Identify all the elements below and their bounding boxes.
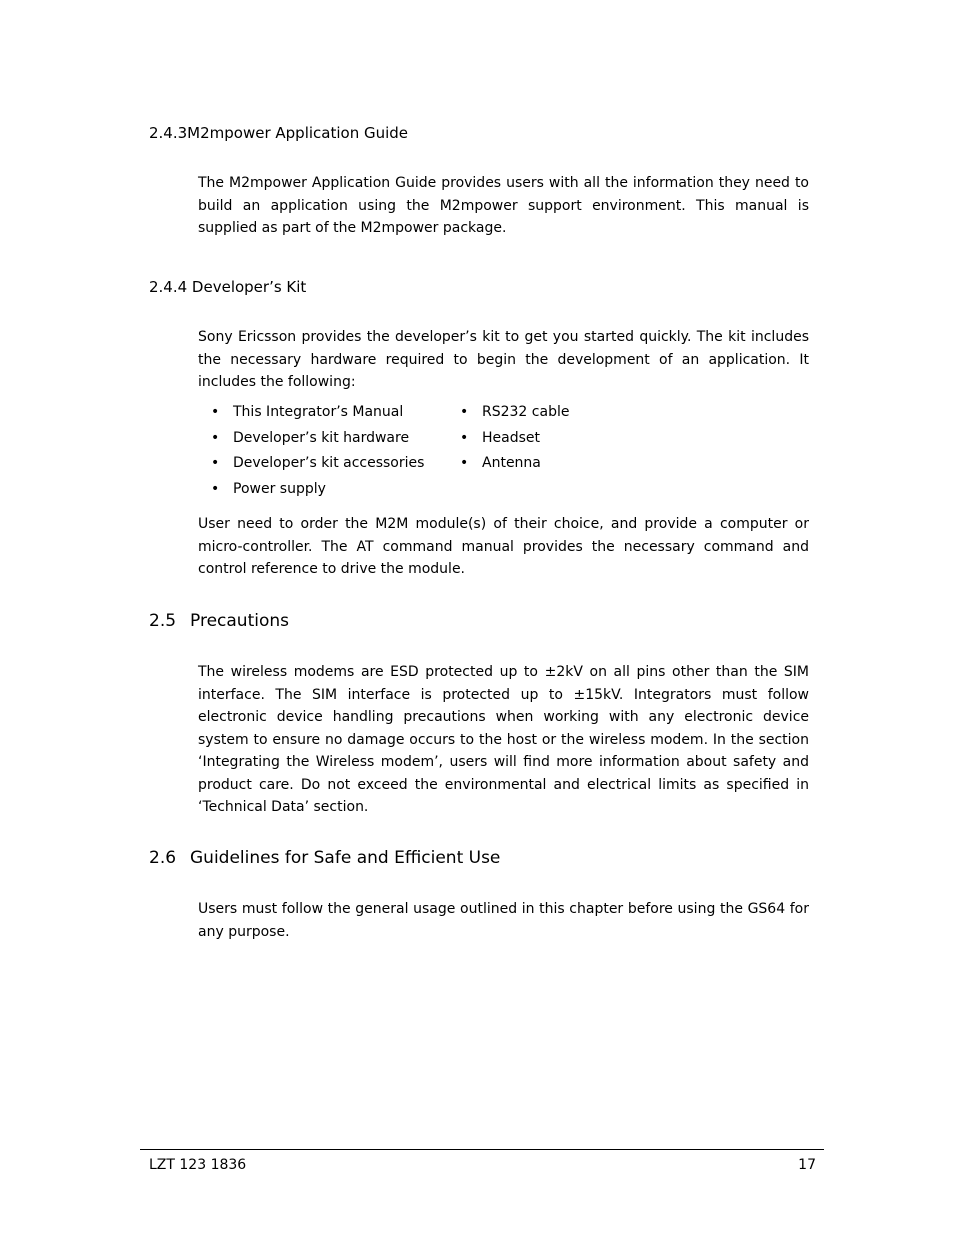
section-number: 2.5 [149, 611, 177, 631]
list-item: • Developer’s kit hardware [209, 426, 424, 452]
section-heading-2-5 [149, 610, 289, 632]
section-body-2-6: Users must follow the general usage outlined in this chapter before using the GS64 for any purpose. [198, 901, 809, 940]
footer-divider [140, 1149, 824, 1150]
kit-list-right [458, 400, 569, 477]
footer-page-number: 17 [798, 1157, 816, 1173]
section-body-2-4-3: The M2mpower Application Guide provides users with all the information they need to build an application using the M2mpower support environment. This manual is supplied as part of the M2mpower package. [198, 175, 809, 236]
kit-list-left [209, 400, 424, 503]
section-title: Precautions [190, 611, 289, 631]
list-item: • Antenna [458, 451, 569, 477]
section-title: Guidelines for Safe and Efficient Use [190, 848, 501, 868]
section-heading-2-4-3: 2.4.3M2mpower Application Guide [149, 124, 409, 142]
section-body-2-4-4: Sony Ericsson provides the developer’s kit to get you started quickly. The kit includes the necessary hardware required to begin the development of an application. It includes the following: [198, 329, 809, 390]
list-item: • Headset [458, 426, 569, 452]
section-heading-2-6 [149, 847, 500, 869]
section-body-2-4-4-continued: User need to order the M2M module(s) of their choice, and provide a computer or micro-controller. The AT command manual provides the necessary command and control reference to drive the module. [198, 516, 809, 577]
section-heading-2-4-4: 2.4.4 Developer’s Kit [149, 278, 307, 296]
section-number: 2.6 [149, 848, 177, 868]
list-item: • RS232 cable [458, 400, 569, 426]
section-body-2-5: The wireless modems are ESD protected up to ±2kV on all pins other than the SIM interface. The SIM interface is protected up to ±15kV. Integrators must follow electronic device handling precautions when working with any electronic device system to ensure no damage occurs to the host or the wireless modem. In the section ‘Integrating the Wireless modem’, users will find more information about safety and product care. Do not exceed the environmental and electrical limits as specified in ‘Technical Data’ section. [198, 664, 809, 815]
footer-doc-number: LZT 123 1836 [149, 1157, 247, 1173]
list-item: • Developer’s kit accessories [209, 451, 424, 477]
list-item: • This Integrator’s Manual [209, 400, 424, 426]
list-item: • Power supply [209, 477, 424, 503]
